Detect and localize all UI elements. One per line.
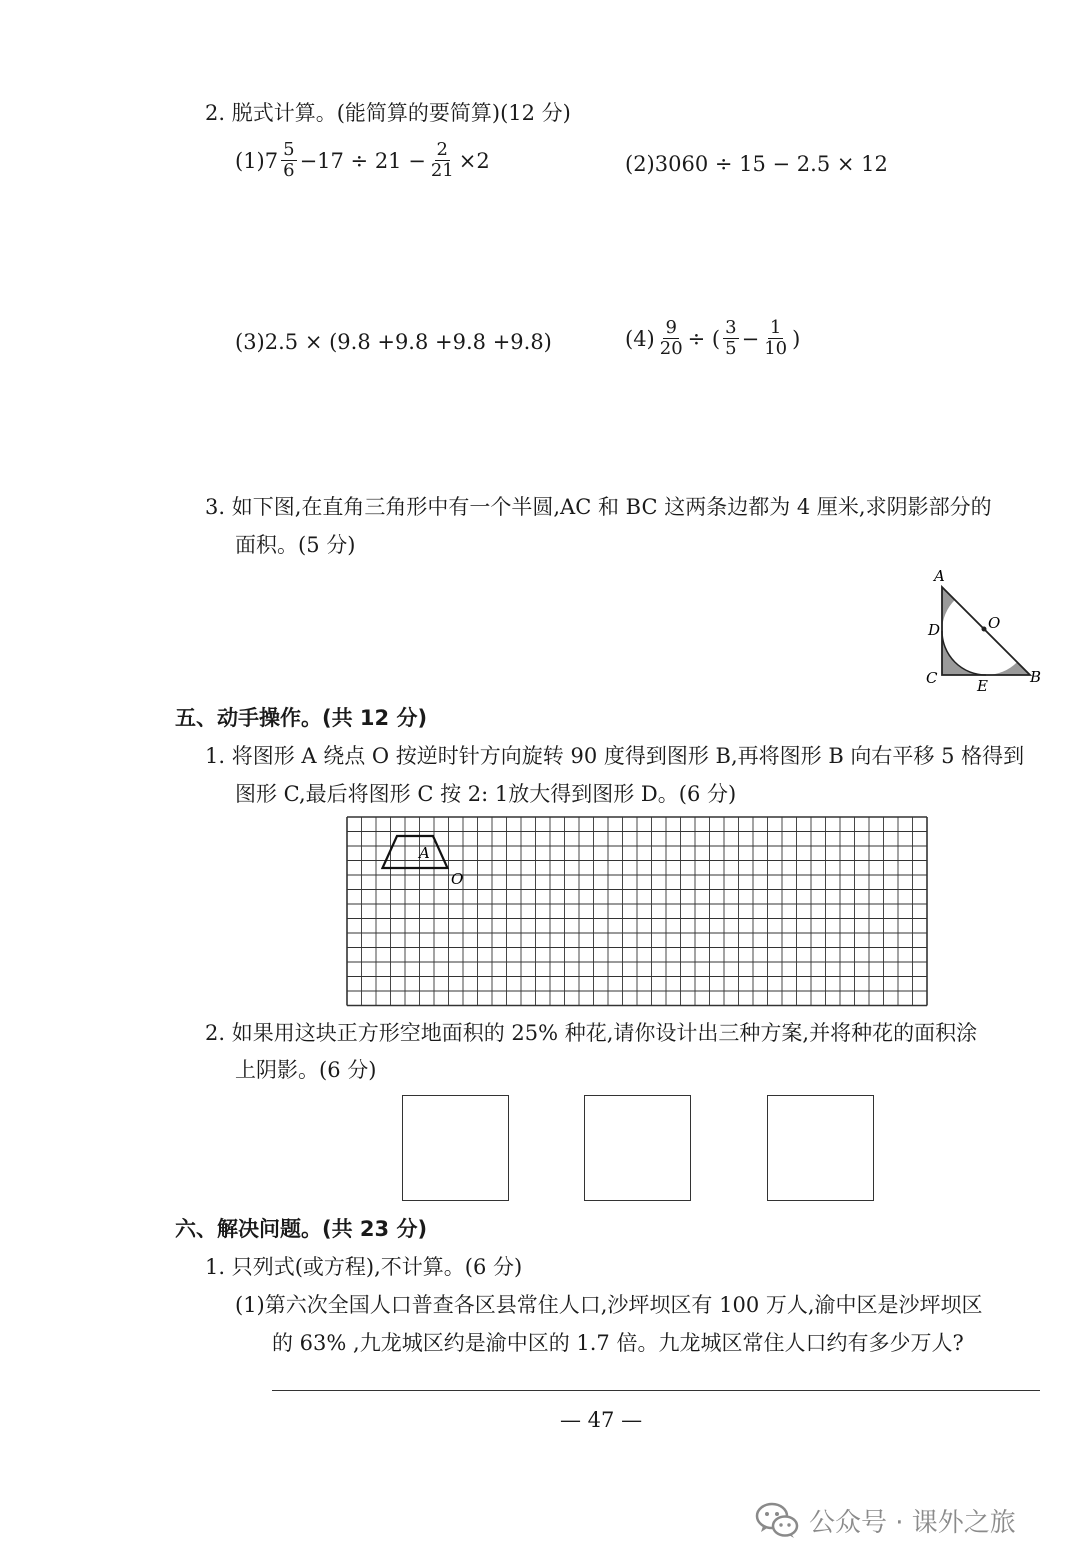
label-e: E bbox=[977, 677, 988, 695]
section-6-q1: 1. 只列式(或方程),不计算。(6 分) bbox=[205, 1255, 523, 1279]
answer-square-1[interactable] bbox=[402, 1095, 509, 1201]
answer-square-2[interactable] bbox=[584, 1095, 691, 1201]
section-5-q1-line-1: 1. 将图形 A 绕点 O 按逆时针方向旋转 90 度得到图形 B,再将图形 B 向右平移 5 格得到 bbox=[205, 744, 1025, 768]
problem-2: (2)3060 ÷ 15 − 2.5 × 12 bbox=[625, 152, 888, 176]
section-5-q1-line-2: 图形 C,最后将图形 C 按 2: 1放大得到图形 D。(6 分) bbox=[235, 782, 737, 806]
numerator: 2 bbox=[436, 139, 448, 160]
label-d: D bbox=[928, 621, 941, 639]
grid-label-o: O bbox=[451, 870, 464, 888]
label-a: A bbox=[934, 567, 945, 585]
numerator: 9 bbox=[665, 317, 677, 338]
section-6-p1-line-1: (1)第六次全国人口普查各区县常住人口,沙坪坝区有 100 万人,渝中区是沙坪坝区 bbox=[235, 1293, 983, 1317]
problem-3: (3)2.5 × (9.8 +9.8 +9.8 +9.8) bbox=[235, 330, 552, 354]
numerator: 3 bbox=[725, 317, 737, 338]
section-5-q2-line-2: 上阴影。(6 分) bbox=[235, 1058, 377, 1082]
question-2-title: 2. 脱式计算。(能简算的要简算)(12 分) bbox=[205, 101, 571, 125]
problem-4 bbox=[625, 318, 800, 359]
square-grid[interactable] bbox=[345, 815, 931, 1009]
denominator: 20 bbox=[659, 338, 683, 359]
page-number: — 47 — bbox=[560, 1408, 643, 1432]
shape-a-trapezoid bbox=[383, 836, 448, 868]
center-point bbox=[982, 627, 987, 632]
problem-4-suffix: ) bbox=[792, 326, 801, 351]
section-5-q2-line-1: 2. 如果用这块正方形空地面积的 25% 种花,请你设计出三种方案,并将种花的面积涂 bbox=[205, 1021, 978, 1045]
section-5-title: 五、动手操作。(共 12 分) bbox=[175, 706, 428, 730]
numerator: 5 bbox=[283, 139, 295, 160]
fraction bbox=[429, 140, 456, 181]
fraction bbox=[658, 318, 685, 359]
fraction bbox=[281, 140, 296, 181]
section-6-title: 六、解决问题。(共 23 分) bbox=[175, 1217, 428, 1241]
grid-lines bbox=[347, 817, 927, 1006]
question-3-line-2: 面积。(5 分) bbox=[235, 533, 356, 557]
problem-4-minus: − bbox=[741, 326, 760, 351]
problem-4-prefix: (4) bbox=[625, 326, 655, 351]
label-b: B bbox=[1030, 668, 1042, 686]
denominator: 6 bbox=[283, 160, 295, 181]
denominator: 10 bbox=[764, 338, 788, 359]
problem-1-mid: −17 ÷ 21 − bbox=[299, 148, 426, 173]
numerator: 1 bbox=[769, 317, 782, 338]
problem-1-suffix: ×2 bbox=[458, 148, 490, 173]
watermark bbox=[755, 1500, 1016, 1540]
fraction bbox=[762, 318, 789, 359]
wechat-icon bbox=[755, 1500, 799, 1540]
fraction bbox=[723, 318, 738, 359]
grid-label-a: A bbox=[419, 844, 430, 862]
footer-rule bbox=[272, 1390, 1040, 1391]
section-6-p1-line-2: 的 63% ,九龙城区约是渝中区的 1.7 倍。九龙城区常住人口约有多少万人? bbox=[272, 1331, 964, 1355]
problem-1 bbox=[235, 140, 490, 181]
problem-1-prefix: (1)7 bbox=[235, 148, 279, 173]
triangle-figure bbox=[920, 565, 1050, 695]
denominator: 21 bbox=[430, 160, 454, 181]
label-o: O bbox=[988, 614, 1001, 632]
label-c: C bbox=[926, 669, 938, 687]
question-3-line-1: 3. 如下图,在直角三角形中有一个半圆,AC 和 BC 这两条边都为 4 厘米,求阴影部分的 bbox=[205, 495, 992, 519]
problem-4-mid: ÷ ( bbox=[687, 326, 721, 351]
watermark-text: 公众号 · 课外之旅 bbox=[809, 1507, 1016, 1538]
denominator: 5 bbox=[725, 338, 737, 359]
answer-square-3[interactable] bbox=[767, 1095, 874, 1201]
